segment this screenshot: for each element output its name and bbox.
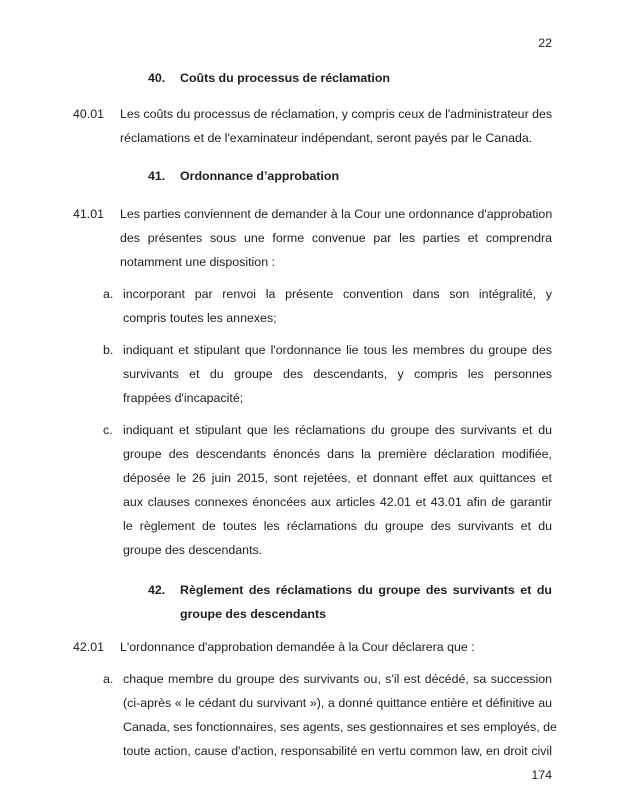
paragraph-label: 40.01 bbox=[73, 107, 105, 121]
list-item-b bbox=[103, 338, 552, 410]
paragraph-42-01 bbox=[73, 635, 552, 659]
text-line: groupe des descendants. bbox=[123, 543, 263, 557]
text-line: L'ordonnance d'approbation demandée à la Cour déclarera que : bbox=[120, 640, 475, 654]
text-line: aux clauses connexes énoncées aux articles 42.01 et 43.01 afin de garantir bbox=[123, 495, 552, 509]
text-line: indiquant et stipulant que les réclamations du groupe des survivants et du bbox=[123, 423, 552, 437]
section-heading-42 bbox=[148, 578, 552, 626]
text-line: compris toutes les annexes; bbox=[123, 311, 277, 325]
text-line: réclamations et de l'examinateur indépendant, seront payés par le Canada. bbox=[120, 131, 533, 145]
paragraph-41-01 bbox=[73, 202, 552, 274]
text-line: des présentes sous une forme convenue par les parties et comprendra bbox=[120, 231, 552, 245]
text-line: déposée le 26 juin 2015, sont rejetées, et donnant effet aux quittances et bbox=[123, 471, 552, 485]
text-line: frappées d'incapacité; bbox=[123, 391, 244, 405]
text-line: groupe des descendants énoncés dans la première déclaration modifiée, bbox=[123, 447, 552, 461]
list-item-c bbox=[103, 418, 552, 562]
section-heading-40 bbox=[148, 66, 552, 90]
text-line: Les parties conviennent de demander à la Cour une ordonnance d'approbation bbox=[120, 207, 553, 221]
section-number: 42. bbox=[148, 583, 166, 597]
list-item-marker: a. bbox=[103, 672, 114, 686]
section-heading-41 bbox=[148, 164, 552, 188]
list-item-marker: c. bbox=[103, 423, 113, 437]
list-item-a bbox=[103, 282, 552, 330]
text-line: le règlement de toutes les réclamations du groupe des survivants et du bbox=[123, 519, 552, 533]
text-line: (ci-après « le cédant du survivant »), a donné quittance entière et définitive au bbox=[123, 696, 552, 710]
text-line: indiquant et stipulant que l'ordonnance lie tous les membres du groupe des bbox=[123, 343, 552, 357]
section-number: 40. bbox=[148, 71, 166, 85]
section-title: Ordonnance d’approbation bbox=[180, 169, 340, 183]
section-number: 41. bbox=[148, 169, 166, 183]
page-number-header: 22 bbox=[538, 36, 552, 50]
paragraph-label: 42.01 bbox=[73, 640, 105, 654]
text-line: Canada, ses fonctionnaires, ses agents, ses gestionnaires et ses employés, de bbox=[123, 720, 557, 734]
paragraph-label: 41.01 bbox=[73, 207, 105, 221]
text-line: toute action, cause d'action, responsabilité en vertu common law, en droit civil bbox=[123, 744, 552, 758]
text-line: survivants et du groupe des descendants, y compris les personnes bbox=[123, 367, 552, 381]
page-number-footer: 174 bbox=[531, 768, 552, 782]
text-line: Les coûts du processus de réclamation, y compris ceux de l'administrateur des bbox=[120, 107, 553, 121]
document-body bbox=[73, 0, 557, 763]
list-item-marker: a. bbox=[103, 287, 114, 301]
section-title: groupe des descendants bbox=[180, 607, 326, 621]
section-title: Coûts du processus de réclamation bbox=[180, 71, 391, 85]
text-line: notamment une disposition : bbox=[120, 255, 275, 269]
list-item-marker: b. bbox=[103, 343, 114, 357]
list-item-a bbox=[103, 667, 557, 763]
paragraph-40-01 bbox=[73, 102, 552, 150]
text-line: incorporant par renvoi la présente convention dans son intégralité, y bbox=[123, 287, 552, 301]
section-title: Règlement des réclamations du groupe des survivants et du bbox=[180, 583, 552, 597]
text-line: chaque membre du groupe des survivants ou, s'il est décédé, sa succession bbox=[123, 672, 552, 686]
